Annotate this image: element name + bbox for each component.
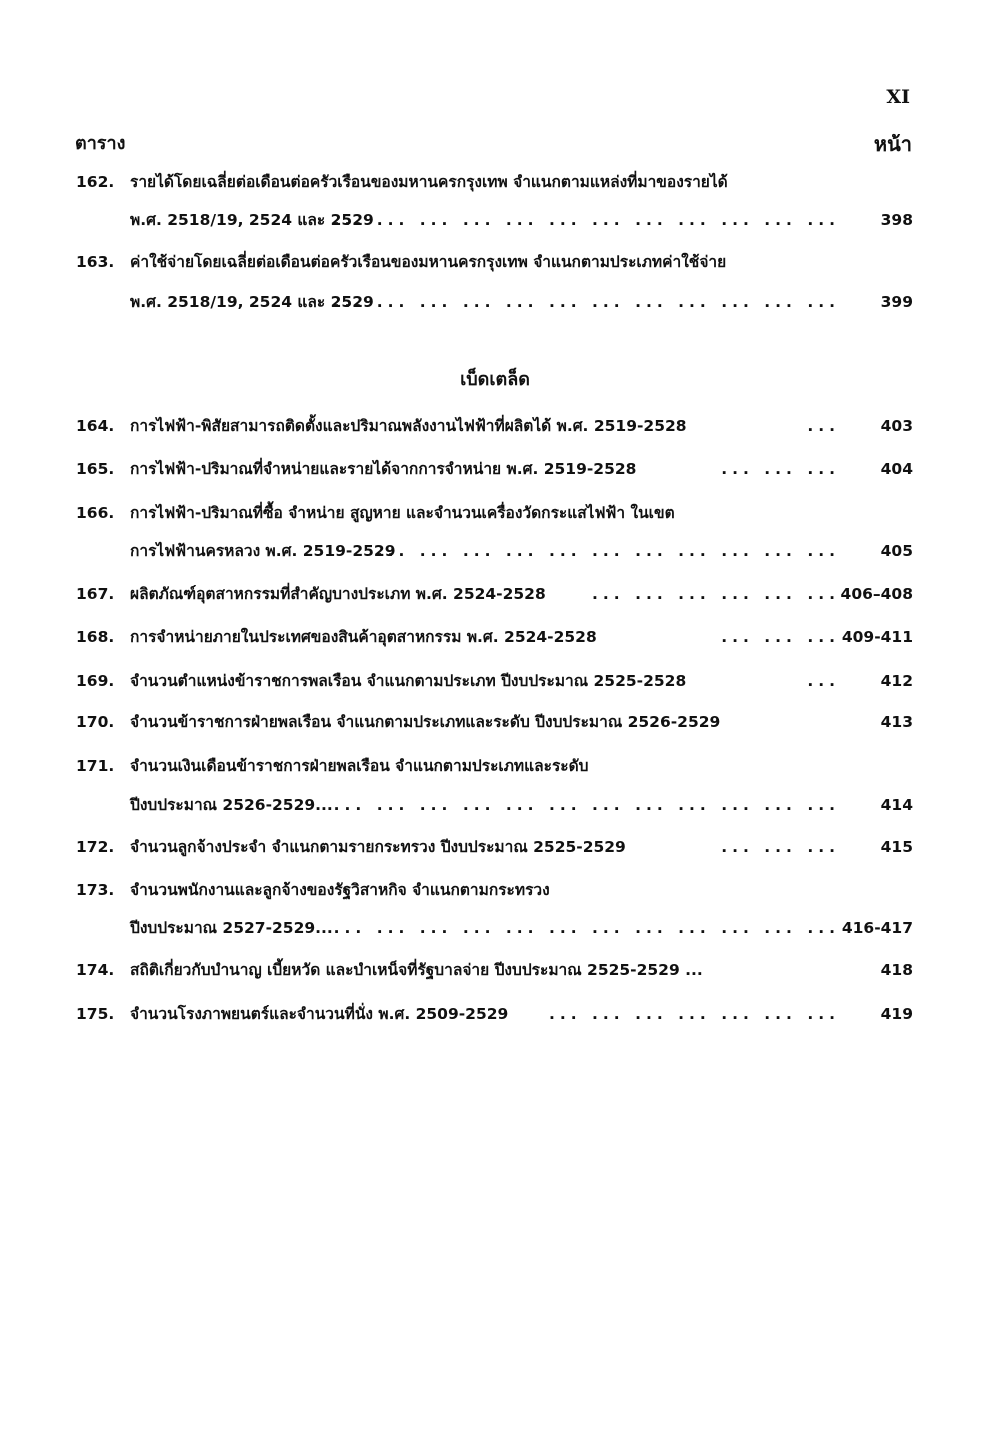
entry-number: 164.: [76, 417, 115, 435]
entry-page: 414: [880, 796, 913, 814]
dot-leader: ...: [807, 417, 840, 435]
dot-leader: ... ... ...: [721, 838, 840, 856]
toc-entry-162-cont: [0, 205, 990, 235]
toc-entry-166-cont: [0, 536, 990, 566]
toc-entry-173-cont: [0, 913, 990, 943]
dot-leader: ... ... ... ... ... ... ... ... ... ... ...: [376, 542, 840, 560]
entry-number: 175.: [76, 1005, 115, 1023]
entry-page: 419: [880, 1005, 913, 1023]
entry-title: จำนวนพนักงานและลูกจ้างของรัฐวิสาหกิจ จำแนกตามกระทรวง: [130, 881, 550, 899]
toc-entry-170: [0, 707, 990, 737]
dot-leader: ... ... ...: [721, 628, 840, 646]
entry-number: 172.: [76, 838, 115, 856]
entry-title: การไฟฟ้า-พิสัยสามารถติดตั้งและปริมาณพลังงานไฟฟ้าที่ผลิตได้ พ.ศ. 2519-2528: [130, 417, 687, 435]
entry-title-cont: พ.ศ. 2518/19, 2524 และ 2529: [130, 211, 374, 229]
entry-page: 403: [880, 417, 913, 435]
entry-number: 165.: [76, 460, 115, 478]
entry-number: 163.: [76, 253, 115, 271]
toc-entry-169: [0, 666, 990, 696]
entry-page: 416-417: [841, 919, 913, 937]
toc-entry-171-cont: [0, 790, 990, 820]
entry-page: 405: [880, 542, 913, 560]
dot-leader: ... ... ...: [721, 460, 840, 478]
toc-entry-166: [0, 498, 990, 528]
dot-leader: ...: [807, 672, 840, 690]
toc-entry-164: [0, 411, 990, 441]
toc-entry-175: [0, 999, 990, 1029]
entry-title: จำนวนเงินเดือนข้าราชการฝ่ายพลเรือน จำแนกตามประเภทและระดับ: [130, 757, 589, 775]
entry-title: รายได้โดยเฉลี่ยต่อเดือนต่อครัวเรือนของมหานครกรุงเทพ จำแนกตามแหล่งที่มาของรายได้: [130, 173, 728, 191]
dot-leader: ... ... ... ... ... ... ... ... ... ... ... ...: [333, 796, 840, 814]
entry-title: จำนวนข้าราชการฝ่ายพลเรือน จำแนกตามประเภทและระดับ ปีงบประมาณ 2526-2529: [130, 713, 721, 731]
entry-page: 406–408: [840, 585, 913, 603]
entry-title: ค่าใช้จ่ายโดยเฉลี่ยต่อเดือนต่อครัวเรือนของมหานครกรุงเทพ จำแนกตามประเภทค่าใช้จ่าย: [130, 253, 727, 271]
entry-title: สถิติเกี่ยวกับบำนาญ เบี้ยหวัด และบำเหน็จที่รัฐบาลจ่าย ปีงบประมาณ 2525-2529 ...: [130, 961, 703, 979]
entry-title: จำนวนตำแหน่งข้าราชการพลเรือน จำแนกตามประเภท ปีงบประมาณ 2525-2528: [130, 672, 687, 690]
entry-title: จำนวนโรงภาพยนตร์และจำนวนที่นั่ง พ.ศ. 2509-2529: [130, 1005, 509, 1023]
entry-number: 169.: [76, 672, 115, 690]
entry-number: 171.: [76, 757, 115, 775]
entry-title: การไฟฟ้า-ปริมาณที่ซื้อ จำหน่าย สูญหาย และจำนวนเครื่องวัดกระแสไฟฟ้า ในเขต: [130, 504, 675, 522]
toc-entry-174: [0, 955, 990, 985]
page-number: XI: [886, 86, 910, 108]
toc-entry-173: [0, 875, 990, 905]
column-header-page: หน้า: [873, 132, 912, 156]
dot-leader: ... ... ... ... ... ... ... ... ... ... ... ...: [333, 293, 840, 311]
entry-title: การจำหน่ายภายในประเทศของสินค้าอุตสาหกรรม พ.ศ. 2524-2528: [130, 628, 597, 646]
entry-number: 174.: [76, 961, 115, 979]
entry-title-cont: พ.ศ. 2518/19, 2524 และ 2529: [130, 293, 374, 311]
entry-number: 173.: [76, 881, 115, 899]
toc-entry-171: [0, 751, 990, 781]
toc-entry-172: [0, 832, 990, 862]
entry-page: 412: [880, 672, 913, 690]
entry-page: 398: [880, 211, 913, 229]
entry-title-cont: การไฟฟ้านครหลวง พ.ศ. 2519-2529: [130, 542, 396, 560]
section-heading: เบ็ดเตล็ด: [460, 369, 530, 390]
entry-title: จำนวนลูกจ้างประจำ จำแนกตามรายกระทรวง ปีงบประมาณ 2525-2529: [130, 838, 626, 856]
entry-number: 170.: [76, 713, 115, 731]
toc-entry-168: [0, 622, 990, 652]
entry-title: การไฟฟ้า-ปริมาณที่จำหน่ายและรายได้จากการจำหน่าย พ.ศ. 2519-2528: [130, 460, 637, 478]
dot-leader: ... ... ... ... ... ... ...: [548, 1005, 840, 1023]
entry-number: 162.: [76, 173, 115, 191]
entry-page: 418: [880, 961, 913, 979]
toc-entry-163: [0, 247, 990, 277]
entry-page: 413: [880, 713, 913, 731]
entry-title-cont: ปีงบประมาณ 2526-2529...: [130, 796, 333, 814]
entry-page: 399: [880, 293, 913, 311]
entry-page: 404: [880, 460, 913, 478]
entry-number: 168.: [76, 628, 115, 646]
dot-leader: ... ... ... ... ... ... ... ... ... ... ... ...: [333, 211, 840, 229]
entry-number: 167.: [76, 585, 115, 603]
entry-title-cont: ปีงบประมาณ 2527-2529...: [130, 919, 333, 937]
entry-title: ผลิตภัณฑ์อุตสาหกรรมที่สำคัญบางประเภท พ.ศ. 2524-2528: [130, 585, 546, 603]
entry-page: 415: [880, 838, 913, 856]
entry-page: 409-411: [841, 628, 913, 646]
entry-number: 166.: [76, 504, 115, 522]
column-header-table: ตาราง: [75, 133, 126, 154]
toc-entry-167: [0, 579, 990, 609]
dot-leader: ... ... ... ... ... ...: [592, 585, 840, 603]
toc-entry-162: [0, 167, 990, 197]
toc-entry-163-cont: [0, 287, 990, 317]
dot-leader: ... ... ... ... ... ... ... ... ... ... ... ...: [333, 919, 840, 937]
toc-entry-165: [0, 454, 990, 484]
